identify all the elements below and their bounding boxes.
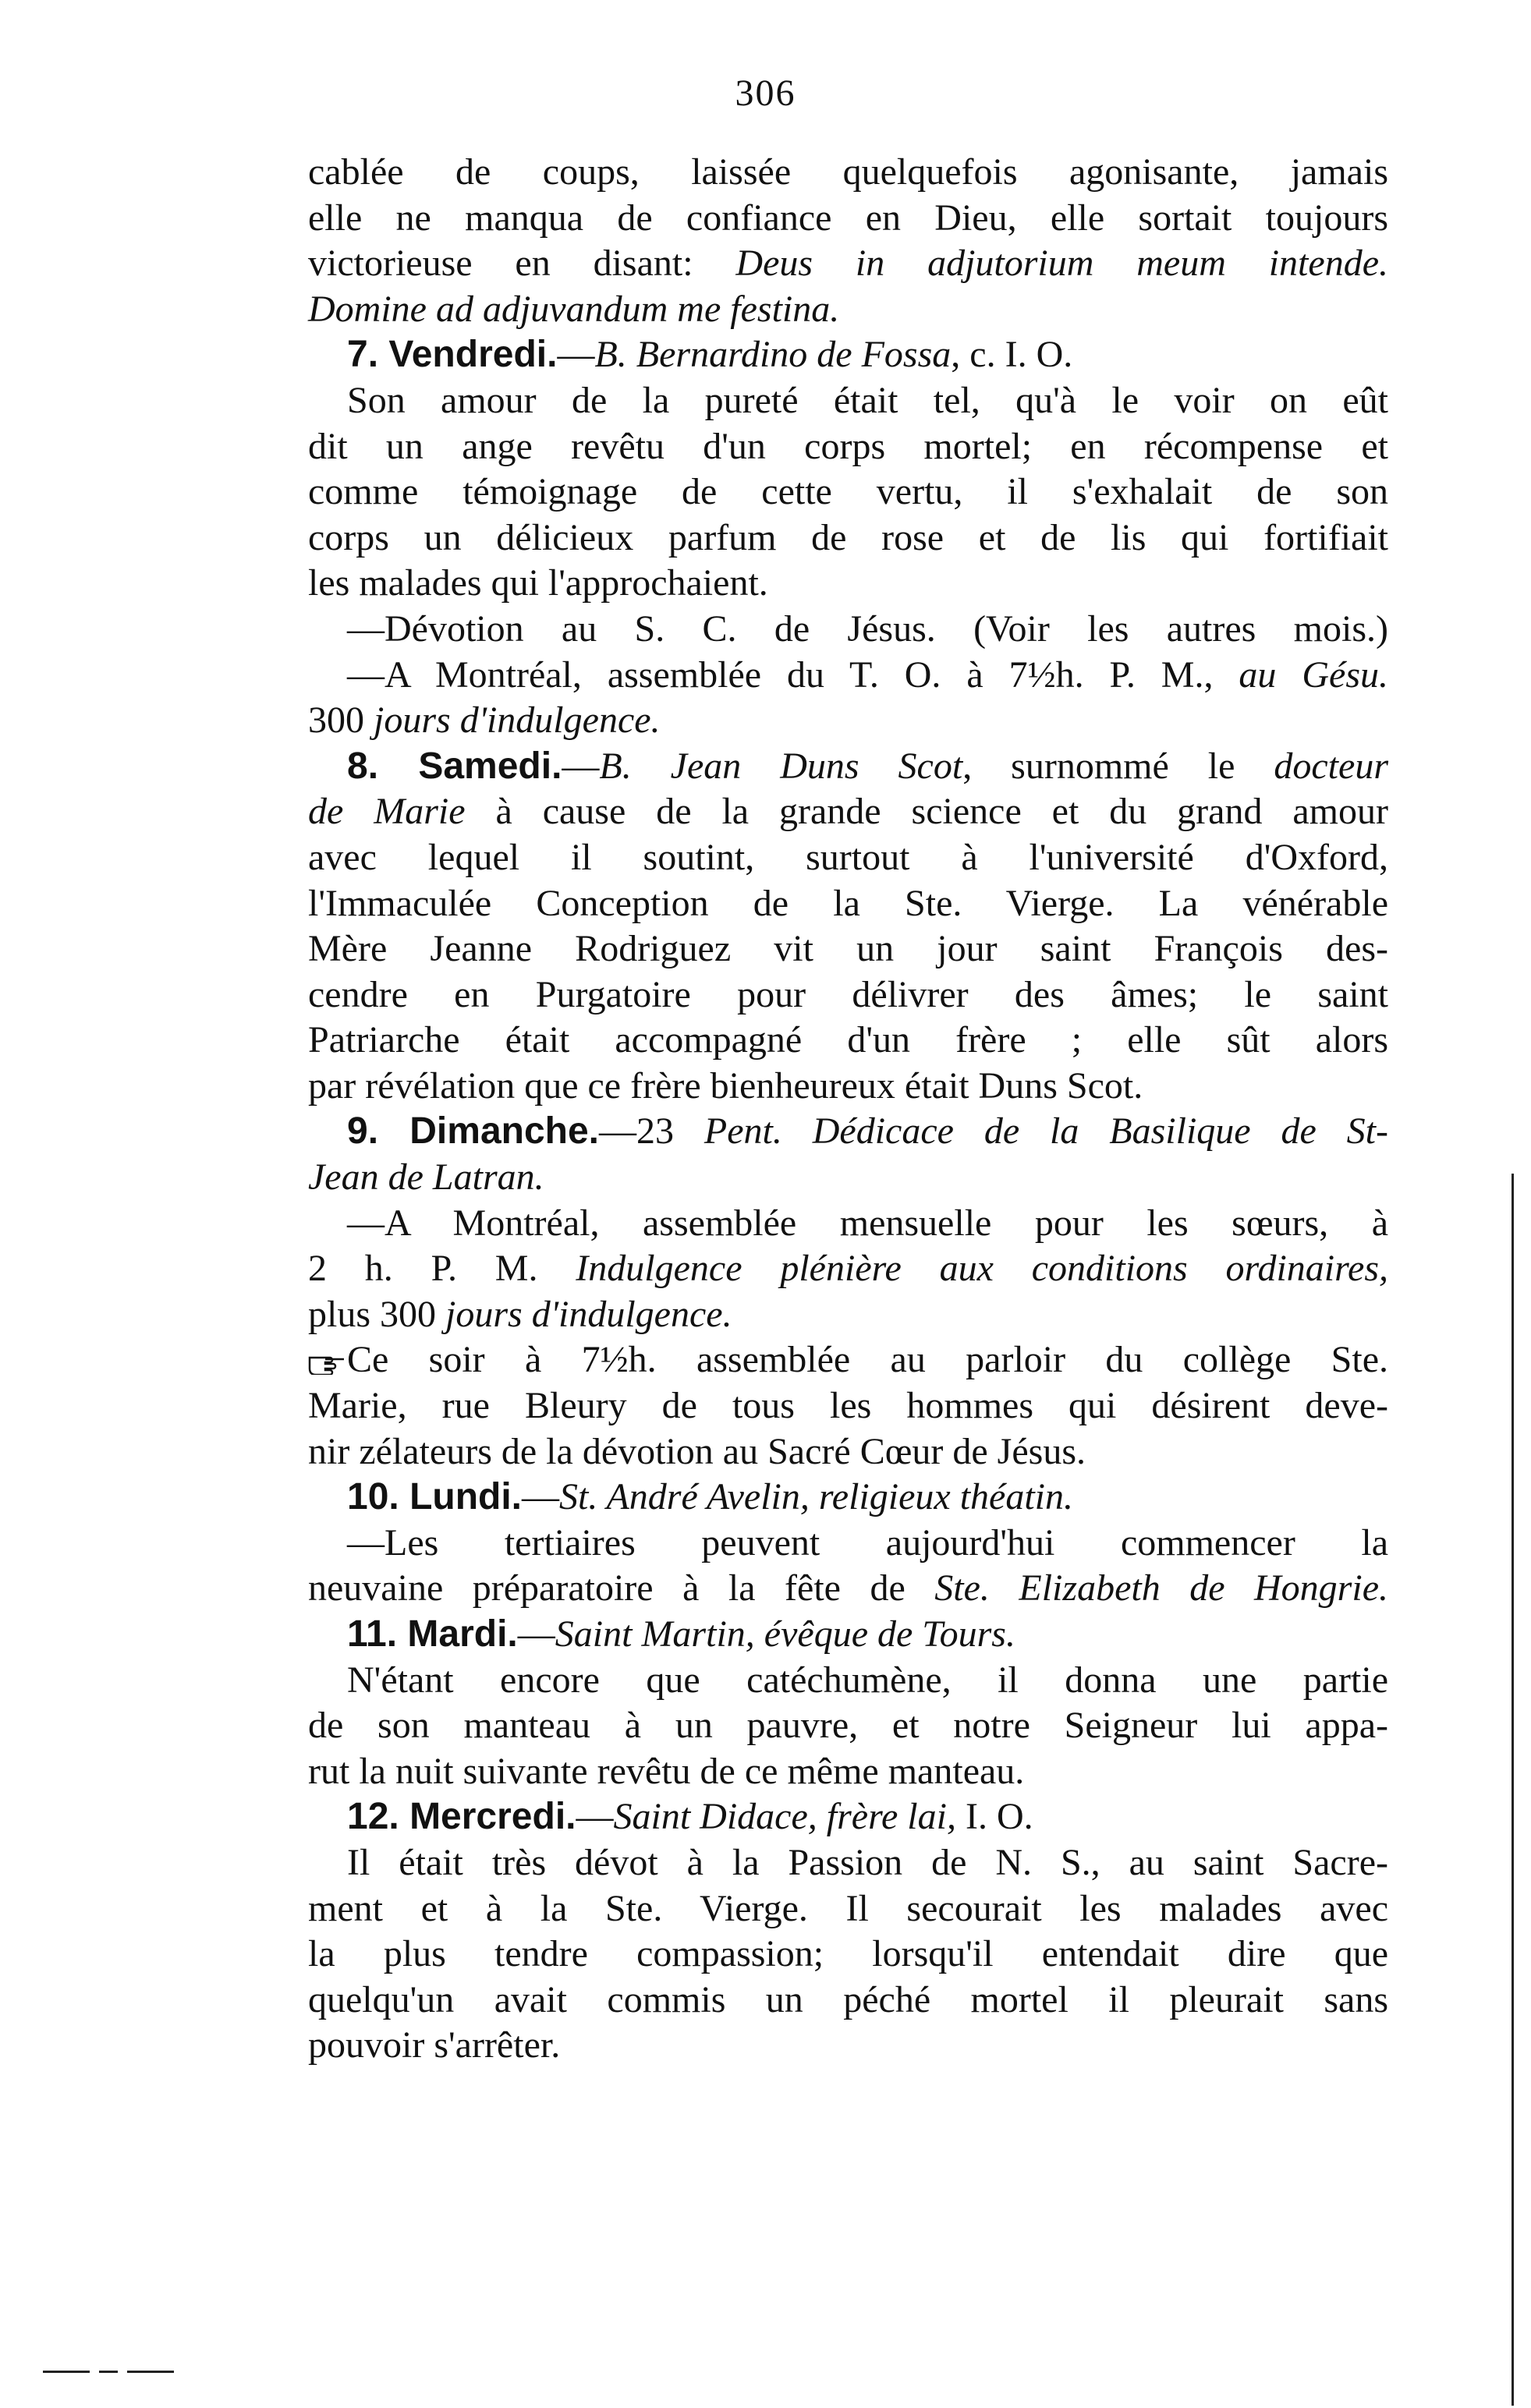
body-line: victorieuse en disant: Deus in adjutorium meum intende. <box>308 243 1389 285</box>
body-line: plus 300 jours d'indulgence. <box>308 1293 732 1335</box>
body-line: —A Montréal, assemblée du T. O. à 7½h. P. M., au Gésu. <box>347 653 1388 696</box>
body-line: les malades qui l'approchaient. <box>308 562 768 604</box>
day-title: 11. Mardi. <box>347 1613 518 1655</box>
pointing-hand-icon <box>308 1340 347 1364</box>
body-line: —A Montréal, assemblée mensuelle pour les sœurs, à <box>347 1202 1388 1244</box>
day-heading-7: 7. Vendredi.—B. Bernardino de Fossa, c. I. O. <box>347 334 1073 376</box>
edge-rule <box>43 2371 183 2373</box>
body-line: de Marie à cause de la grande science et du grand amour <box>308 791 1389 833</box>
day-heading-8: 8. Samedi.—B. Jean Duns Scot, surnommé le docteur <box>347 745 1388 787</box>
saint-name: Saint Martin, évêque de Tours. <box>555 1613 1015 1655</box>
body-line: Mère Jeanne Rodriguez vit un jour saint François des- <box>308 928 1388 970</box>
body-line: —Les tertiaires peuvent aujourd'hui commencer la <box>347 1521 1388 1563</box>
body-line: elle ne manqua de confiance en Dieu, elle sortait toujours <box>308 197 1388 239</box>
body-line: ment et à la Ste. Vierge. Il secourait les malades avec <box>308 1887 1388 1929</box>
saint-name: B. Jean Duns Scot <box>599 745 963 787</box>
day-title: 10. Lundi. <box>347 1476 523 1518</box>
body-line: Patriarche était accompagné d'un frère ; elle sût alors <box>308 1019 1388 1061</box>
day-title: 12. Mercredi. <box>347 1796 576 1838</box>
day-title: 8. Samedi. <box>347 745 562 787</box>
day-title: 9. Dimanche. <box>347 1110 599 1153</box>
body-line: —Dévotion au S. C. de Jésus. (Voir les autres mois.) <box>347 607 1388 650</box>
body-line: neuvaine préparatoire à la fête de Ste. Elizabeth de Hongrie. <box>308 1567 1388 1609</box>
latin-quote: Deus in adjutorium meum intende. <box>735 243 1389 285</box>
day-heading-9: 9. Dimanche.—23 Pent. Dédicace de la Basilique de St- <box>347 1110 1388 1153</box>
body-line: de son manteau à un pauvre, et notre Seigneur lui appa- <box>308 1705 1388 1747</box>
body-line: corps un délicieux parfum de rose et de lis qui fortifiait <box>308 516 1388 558</box>
body-line: dit un ange revêtu d'un corps mortel; en récompense et <box>308 425 1388 467</box>
saint-name: Saint Didace, frère lai, <box>613 1796 956 1838</box>
body-line: rut la nuit suivante revêtu de ce même manteau. <box>308 1750 1025 1792</box>
body-line: 300 jours d'indulgence. <box>308 699 661 742</box>
body-line: Son amour de la pureté était tel, qu'à le voir on eût <box>347 379 1388 421</box>
saint-name: Pent. Dédicace de la Basilique de St- <box>703 1110 1388 1153</box>
day-heading-12: 12. Mercredi.—Saint Didace, frère lai, I. O. <box>347 1796 1033 1838</box>
body-line: pouvoir s'arrêter. <box>308 2024 561 2066</box>
day-heading-11: 11. Mardi.—Saint Martin, évêque de Tours. <box>347 1613 1015 1655</box>
page-number: 306 <box>735 73 796 114</box>
body-line: Jean de Latran. <box>308 1156 544 1199</box>
body-line <box>308 287 1388 333</box>
body-line: la plus tendre compassion; lorsqu'il entendait dire que <box>308 1933 1388 1975</box>
body-line: 2 h. P. M. Indulgence plénière aux conditions ordinaires, <box>308 1248 1388 1290</box>
body-line: par révélation que ce frère bienheureux était Duns Scot. <box>308 1064 1143 1107</box>
body-line: Marie, rue Bleury de tous les hommes qui désirent deve- <box>308 1385 1388 1427</box>
margin-rule <box>1512 1174 1514 2406</box>
body-line: Il était très dévot à la Passion de N. S., au saint Sacre- <box>347 1841 1388 1883</box>
latin-quote: Domine ad adjuvandum me festina. <box>308 288 840 330</box>
body-line: cendre en Purgatoire pour délivrer des âmes; le saint <box>308 973 1388 1015</box>
body-line: N'étant encore que catéchumène, il donna une partie <box>347 1659 1388 1701</box>
body-line: Ce soir à 7½h. assemblée au parloir du collège Ste. <box>308 1337 1388 1383</box>
page-body <box>308 150 1388 2069</box>
body-line: l'Immaculée Conception de la Ste. Vierge. La vénérable <box>308 882 1388 924</box>
body-line: cablée de coups, laissée quelquefois agonisante, jamais <box>308 151 1388 193</box>
body-line: avec lequel il soutint, surtout à l'université d'Oxford, <box>308 836 1388 878</box>
day-title: 7. Vendredi. <box>347 334 558 376</box>
saint-name: St. André Avelin, religieux théatin. <box>559 1476 1074 1518</box>
body-line: comme témoignage de cette vertu, il s'exhalait de son <box>308 471 1388 513</box>
saint-name: B. Bernardino de Fossa <box>594 334 952 376</box>
day-heading-10: 10. Lundi.—St. André Avelin, religieux théatin. <box>347 1476 1074 1518</box>
body-line: nir zélateurs de la dévotion au Sacré Cœur de Jésus. <box>308 1430 1086 1472</box>
body-line: quelqu'un avait commis un péché mortel il pleurait sans <box>308 1978 1388 2020</box>
